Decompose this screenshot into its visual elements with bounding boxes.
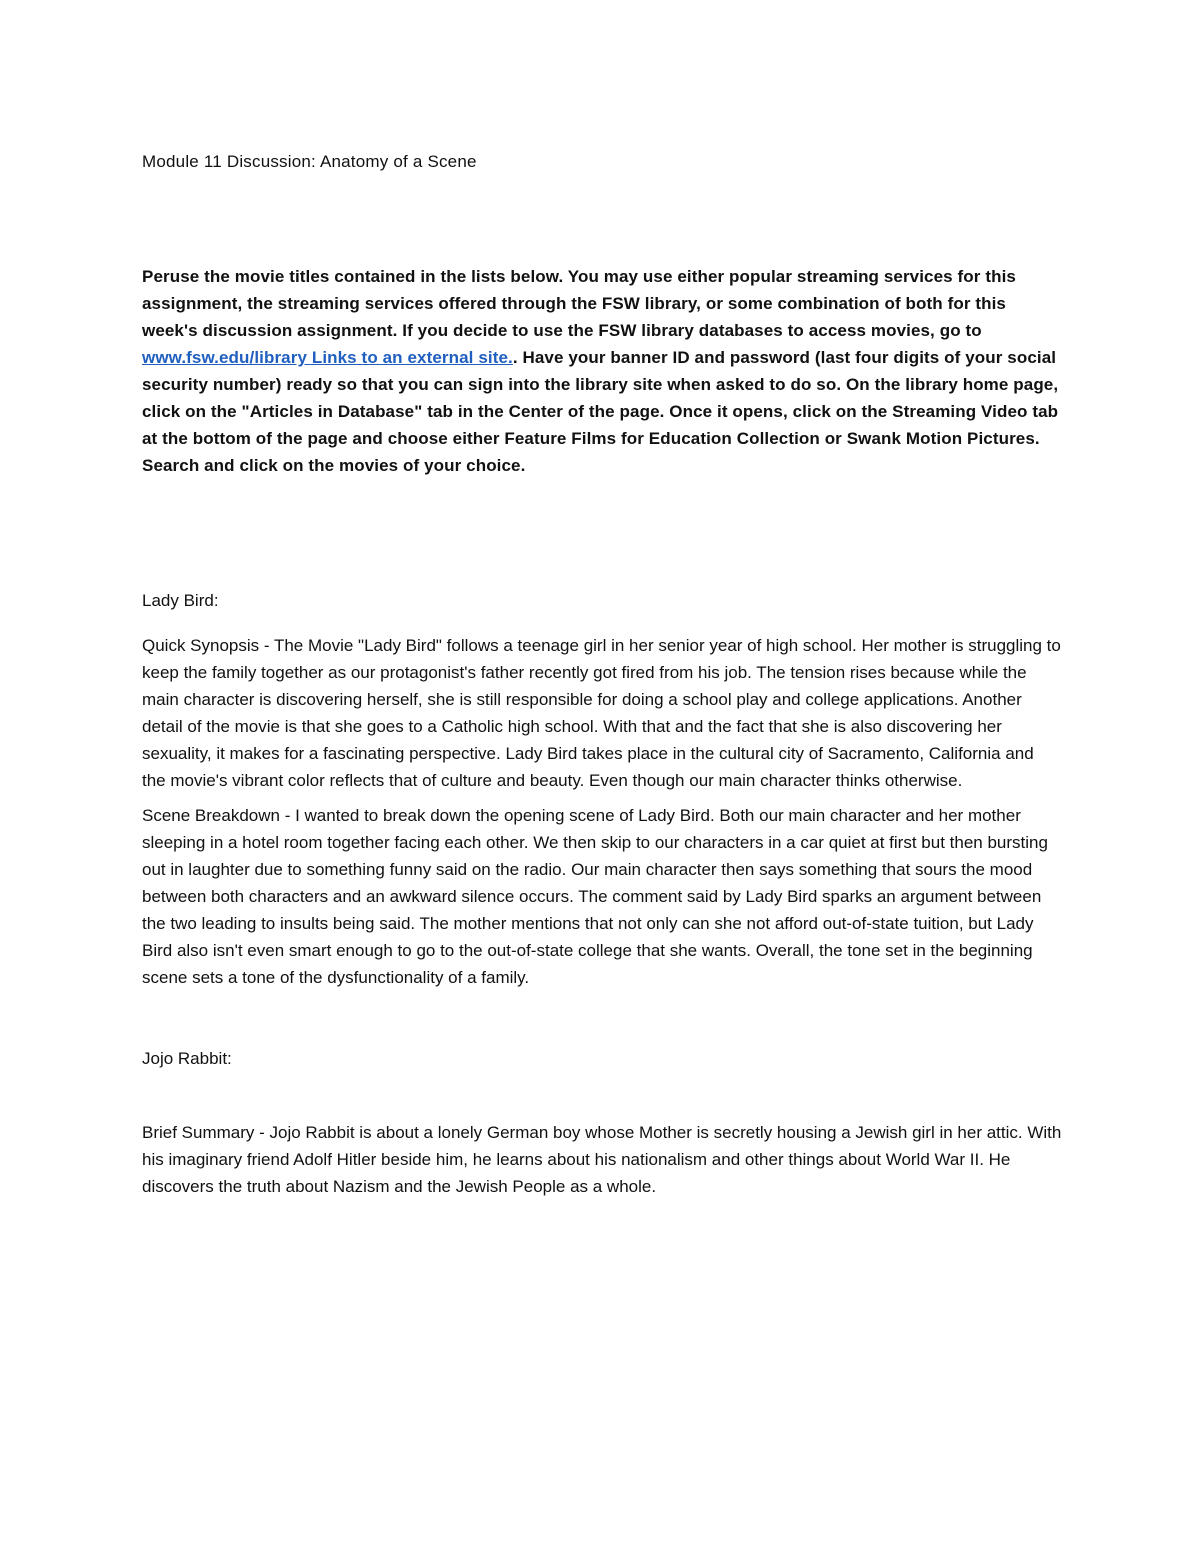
instructions-text-after-link: . Have your banner ID and password (last four digits of your social security number) ready so that you can sign into the library site when asked to do so. On the library home page, click on the "Articles in Database" tab in the Center of the page. Once it opens, click on the Streaming Video tab at the bottom of the page and choose either Feature Films for Education Collection or Swank Motion Pictures. Search and click on the movies of your choice. xyxy=(142,348,1059,475)
document-title: Module 11 Discussion: Anatomy of a Scene xyxy=(142,152,477,171)
lady-bird-synopsis: Quick Synopsis - The Movie "Lady Bird" follows a teenage girl in her senior year of high school. Her mother is struggling to keep the family together as our protagonist's father recently got fired from his job. The tension rises because while the main character is discovering herself, she is still responsible for doing a school play and college applications. Another detail of the movie is that she goes to a Catholic high school. With that and the fact that she is also discovering her sexuality, it makes for a fascinating perspective. Lady Bird takes place in the cultural city of Sacramento, California and the movie's vibrant color reflects that of culture and beauty. Even though our main character thinks otherwise. xyxy=(142,636,1061,790)
jojo-rabbit-summary: Brief Summary - Jojo Rabbit is about a lonely German boy whose Mother is secretly housing a Jewish girl in her attic. With his imaginary friend Adolf Hitler beside him, he learns about his nationalism and other things about World War II. He discovers the truth about Nazism and the Jewish People as a whole. xyxy=(142,1123,1062,1196)
document-body xyxy=(142,148,1062,1200)
jojo-rabbit-heading: Jojo Rabbit: xyxy=(142,1049,232,1068)
lady-bird-scene-breakdown: Scene Breakdown - I wanted to break down the opening scene of Lady Bird. Both our main character and her mother sleeping in a hotel room together facing each other. We then skip to our characters in a car quiet at first but then bursting out in laughter due to something funny said on the radio. Our main character then says something that sours the mood between both characters and an awkward silence occurs. The comment said by Lady Bird sparks an argument between the two leading to insults being said. The mother mentions that not only can she not afford out-of-state tuition, but Lady Bird also isn't even smart enough to go to the out-of-state college that she wants. Overall, the tone set in the beginning scene sets a tone of the dysfunctionality of a family. xyxy=(142,806,1048,987)
instructions-text-before-link: Peruse the movie titles contained in the lists below. You may use either popular streaming services for this assignment, the streaming services offered through the FSW library, or some combination of both for this week's discussion assignment. If you decide to use the FSW library databases to access movies, go to xyxy=(142,267,1016,340)
lady-bird-heading: Lady Bird: xyxy=(142,591,219,610)
fsw-library-link[interactable]: www.fsw.edu/library Links to an external site. xyxy=(142,348,513,367)
assignment-instructions xyxy=(142,263,1062,479)
